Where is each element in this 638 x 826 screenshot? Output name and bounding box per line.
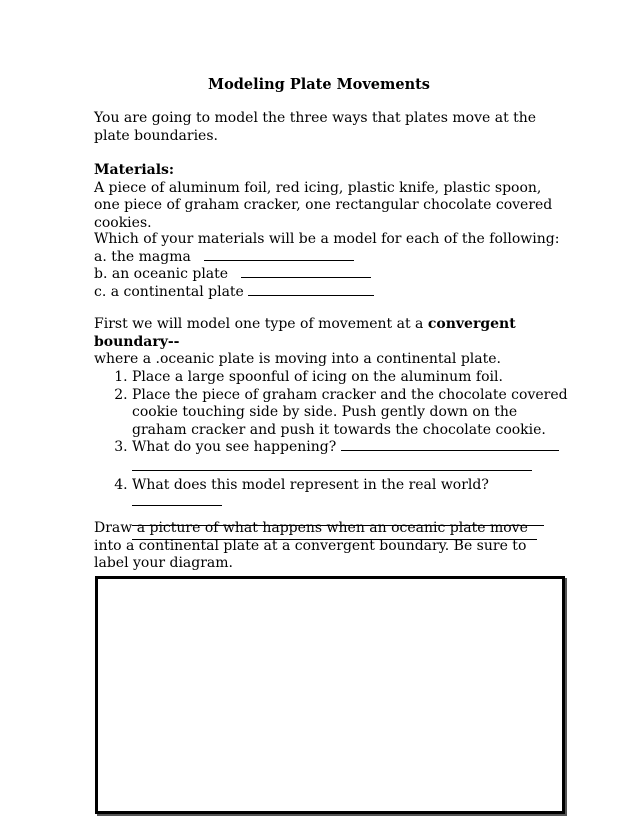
- answer-blank-magma[interactable]: [204, 259, 354, 261]
- materials-heading: Materials:: [94, 162, 175, 178]
- question-section: [94, 231, 574, 301]
- answer-blank-oceanic-plate[interactable]: [241, 276, 371, 278]
- answer-blank-continental-plate[interactable]: [248, 294, 374, 296]
- step-2: 2. Place the piece of graham cracker and the chocolate covered cookie touching side by side. Push gently down on the graham cracker and push it towards the chocolate cookie.: [132, 387, 572, 440]
- worksheet-title: Modeling Plate Movements: [208, 76, 430, 93]
- answer-item-continental-plate: c. a continental plate: [94, 284, 574, 302]
- materials-section: [94, 162, 564, 232]
- drawing-box[interactable]: [95, 576, 565, 814]
- step-1: 1. Place a large spoonful of icing on the aluminum foil.: [132, 369, 572, 387]
- question-prompt: Which of your materials will be a model for each of the following:: [94, 231, 560, 247]
- answer-item-magma: a. the magma: [94, 249, 574, 267]
- answer-blank-step-4[interactable]: [132, 504, 222, 506]
- draw-instruction: Draw a picture of what happens when an oceanic plate move into a continental plate at a convergent boundary. Be sure to label your diagram.: [94, 520, 528, 571]
- answer-item-oceanic-plate: b. an oceanic plate: [94, 266, 574, 284]
- answer-line-step-3[interactable]: [132, 457, 532, 471]
- convergent-boundary-term: convergent boundary--: [94, 316, 516, 350]
- materials-text: A piece of aluminum foil, red icing, plastic knife, plastic spoon, one piece of graham cracker, one rectangular chocolate covered cookies.: [94, 179, 553, 231]
- answer-blank-step-3[interactable]: [341, 449, 559, 451]
- step-3: 3. What do you see happening?: [132, 439, 572, 471]
- step-4: 4. What does this model represent in the real world?: [132, 477, 572, 540]
- procedure-steps: [110, 369, 572, 540]
- intro-paragraph: You are going to model the three ways that plates move at the plate boundaries.: [94, 110, 537, 144]
- convergent-paragraph: First we will model one type of movement at a convergent boundary-- where a .oceanic plate is moving into a continental plate.: [94, 316, 516, 367]
